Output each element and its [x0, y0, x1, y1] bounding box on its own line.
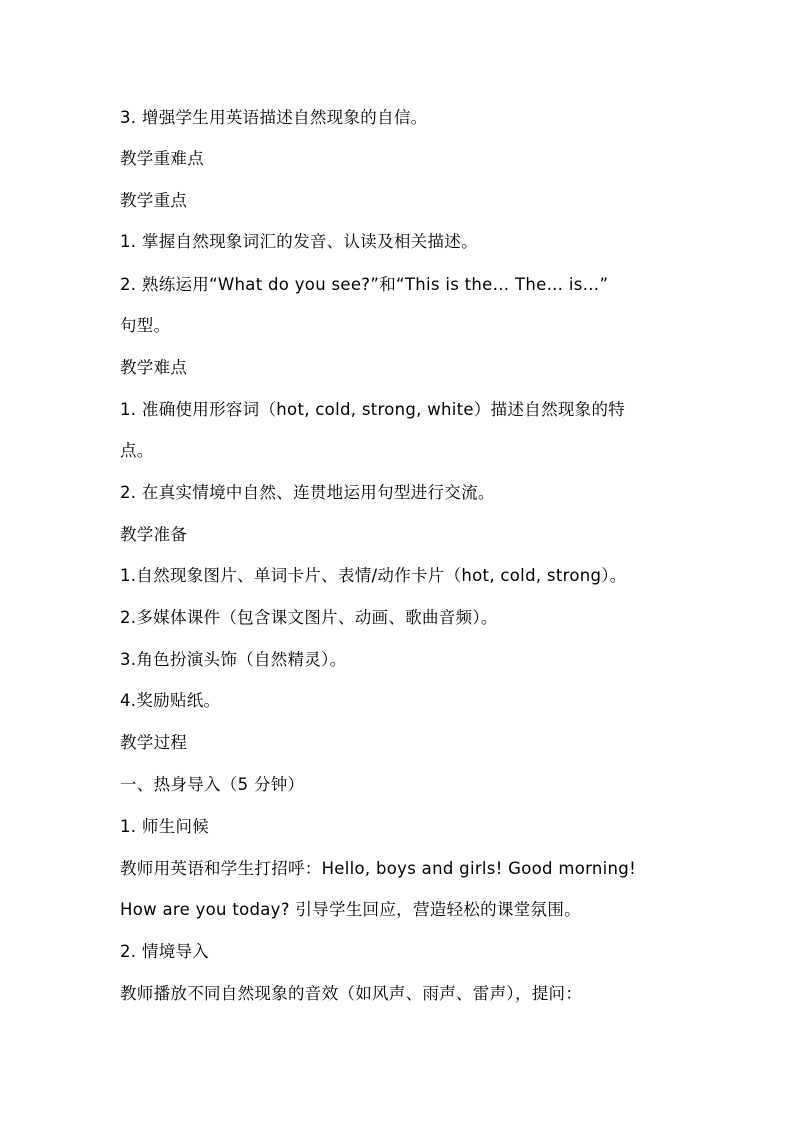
subsection-heading: 教学难点: [120, 358, 188, 377]
text-line: 教师播放不同自然现象的音效（如风声、雨声、雷声），提问：: [120, 984, 583, 1003]
section-heading: 教学重难点: [120, 149, 204, 168]
section-heading: 教学准备: [120, 525, 188, 544]
text-line: 点。: [120, 441, 154, 460]
text-line: 2.多媒体课件（包含课文图片、动画、歌曲音频）。: [120, 608, 498, 627]
text-line: 教师用英语和学生打招呼：Hello, boys and girls! Good morning!: [120, 859, 636, 878]
subsection-heading: 教学重点: [120, 191, 188, 210]
text-line: 1. 准确使用形容词（hot, cold, strong, white）描述自然现象的特: [120, 400, 626, 419]
text-line: 1.自然现象图片、单词卡片、表情/动作卡片（hot, cold, strong）。: [120, 566, 627, 585]
text-line: 2. 熟练运用“What do you see?”和“This is the… The… is…”: [120, 275, 609, 294]
text-line: 1. 掌握自然现象词汇的发音、认读及相关描述。: [120, 232, 478, 251]
text-line: 2. 在真实情境中自然、连贯地运用句型进行交流。: [120, 483, 495, 502]
text-line: How are you today? 引导学生回应，营造轻松的课堂氛围。: [120, 900, 581, 919]
text-line: 3.角色扮演头饰（自然精灵）。: [120, 650, 347, 669]
text-line: 句型。: [120, 316, 171, 335]
text-line: 1. 师生问候: [120, 817, 210, 836]
subsection-heading: 一、热身导入（5 分钟）: [120, 775, 305, 794]
section-heading: 教学过程: [120, 733, 188, 752]
text-line: 2. 情境导入: [120, 942, 210, 961]
text-line: 3. 增强学生用英语描述自然现象的自信。: [120, 108, 428, 127]
text-line: 4.奖励贴纸。: [120, 691, 221, 710]
